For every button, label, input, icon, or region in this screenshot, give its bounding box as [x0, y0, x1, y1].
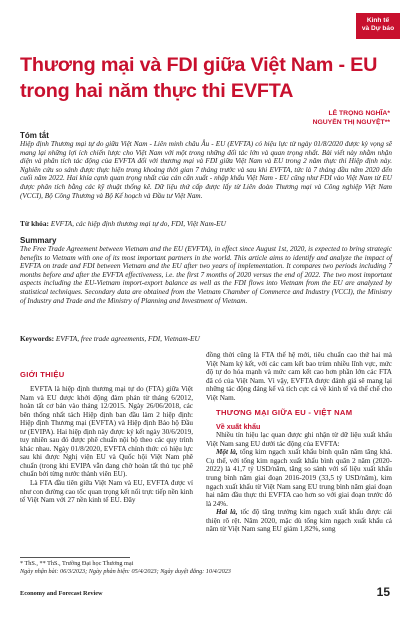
- trade-heading: THƯƠNG MẠI GIỮA EU - VIỆT NAM: [216, 408, 353, 418]
- footnote: [20, 560, 392, 576]
- summary-en: [20, 236, 392, 305]
- footnote-affiliation: * ThS., ** ThS., Trường Đại học Thương mại: [20, 560, 134, 567]
- export-subheading: Về xuất khẩu: [216, 422, 261, 432]
- journal-name-footer: Economy and Forecast Review: [20, 590, 103, 597]
- intro-heading: GIỚI THIỆU: [20, 370, 65, 379]
- badge-line1: Kinh tế: [366, 17, 390, 24]
- export-paragraph-2-lead: Một là,: [216, 448, 238, 457]
- article-title: Thương mại và FDI giữa Việt Nam - EU trong hai năm thực thi EVFTA: [20, 54, 378, 102]
- author-1: LÊ TRỌNG NGHĨA*: [328, 110, 390, 117]
- export-paragraph-2-text: tổng kim ngạch xuất khẩu bình quân năm tăng khá. Cụ thể, với tổng kim ngạch xuất khẩu bình quân 2 năm (2020-2022) là 41,7 tỷ USD/năm, tăng so sánh với số liệu xuất khẩu trung bình năm giai đoạn 2016-2019 (33,5 tỷ USD/năm), kim ngạch xuất khẩu từ Việt Nam sang EU trung bình năm giai đoạn hai năm đầu thực thi EVFTA cao hơn so với giai đoạn trước đó là 24%.: [206, 448, 392, 508]
- author-2: NGUYỄN THỊ NGUYỆT**: [312, 119, 390, 126]
- keywords-en-text: EVFTA, free trade agreements, FDI, Vietnam-EU: [55, 334, 200, 343]
- export-paragraph-3-text: tốc độ tăng trưởng kim ngạch xuất khẩu được cải thiện rõ rệt. Năm 2020, mặc dù tổng kim ngạch xuất khẩu cả năm từ Việt Nam sang EU giảm 1,82%, song: [206, 508, 392, 534]
- export-paragraph-1: Nhiều tín hiệu lạc quan được ghi nhận từ dữ liệu xuất khẩu Việt Nam sang EU dưới tác động của EVFTA:: [206, 431, 392, 448]
- badge-line2: và Dự báo: [361, 25, 395, 32]
- keywords-en-label: Keywords:: [20, 334, 55, 343]
- summary-en-label: Summary: [20, 236, 57, 245]
- export-paragraph-3-lead: Hai là,: [216, 508, 238, 517]
- export-paragraph-3: [206, 508, 392, 534]
- summary-vi-text: Hiệp định Thương mại tự do giữa Việt Nam - Liên minh châu Âu - EU (EVFTA) có hiệu lực từ ngày 01/8/2020 được kỳ vọng sẽ mang lại những lợi ích chiến lược cho Việt Nam với một trong những đối tác lớn và quan trọng nhất. Bài viết này nhằm nhận diện và phân tích tác động của EVFTA đối với thương mại và FDI giữa Việt Nam và EU trong 2 năm thực thi Hiệp định này. Nghiên cứu so sánh được thực hiện trong khoảng thời gian 7 tháng trước và sau khi EVFTA, tức là 7 tháng đầu năm 2020 đến cuối năm 2022. Hai khía cạnh quan trọng nhất của cán cân xuất - nhập khẩu Việt Nam - EU cũng như FDI vào Việt Nam từ EU được phân tích bằng các kỹ thuật thống kê. Dữ liệu thứ cấp được lấy từ Liên đoàn Thương mại và Công nghiệp Việt Nam (VCCI), Bộ Công Thương và Bộ Kế hoạch và Đầu tư Việt Nam.: [20, 140, 392, 200]
- right-paragraph-continued: đồng thời cũng là FTA thế hệ mới, tiêu chuẩn cao thứ hai mà Việt Nam ký kết, với các cam kết bao trùm nhiều lĩnh vực, mức độ tự do hóa mạnh và mức cam kết cao hơn phần lớn các FTA đã có của Việt Nam. Vì vậy, EVFTA được đánh giá sẽ mang lại những tác động đáng kể và tích cực cả về kinh tế và thể chế cho Việt Nam.: [206, 351, 392, 402]
- authors: [313, 109, 390, 127]
- summary-vi: [20, 131, 392, 200]
- left-column: [20, 370, 193, 505]
- intro-paragraph-2: Là FTA đầu tiên giữa Việt Nam và EU, EVFTA được ví như con đường cao tốc quan trọng kết nối trực tiếp nền kinh tế Việt Nam với 27 nền kinh tế EU. Đây: [20, 479, 193, 505]
- keywords-en: [20, 334, 392, 343]
- page-number: 15: [376, 585, 390, 599]
- keywords-vi-label: Từ khóa:: [20, 219, 49, 228]
- footnote-dates: Ngày nhận bài: 06/3/2023; Ngày phản biện: 05/4/2023; Ngày duyệt đăng: 10/4/2023: [20, 568, 231, 575]
- keywords-vi: [20, 219, 392, 228]
- export-paragraph-2: [206, 448, 392, 508]
- intro-paragraph-1: EVFTA là hiệp định thương mại tự do (FTA) giữa Việt Nam và EU được khởi động đàm phán từ tháng 6/2012, hoàn tất cơ bản vào tháng 12/2015. Ngày 26/06/2018, các bên thống nhất tách Hiệp định ban đầu làm 2 hiệp định: Hiệp định Thương mại (EVFTA) và Hiệp định Bảo hộ Đầu tư (EVIPA). Hai hiệp định này được ký kết ngày 30/6/2019, tuy nhiên sau đó được phê chuẩn nội bộ theo các quy trình khác nhau. Ngày 01/8/2020, EVFTA chính thức có hiệu lực sau khi được Nghị viện EU và Quốc hội Việt Nam phê chuẩn (trong khi EVIPA vẫn đang chờ hoàn tất thủ tục phê chuẩn bởi từng nước thành viên EU).: [20, 385, 193, 479]
- summary-vi-label: Tóm tắt: [20, 131, 49, 140]
- summary-en-text: The Free Trade Agreement between Vietnam and the EU (EVFTA), in effect since August 1st, 2020, is expected to bring strategic benefits to Vietnam with one of its most important partners in the world. This article aims to identify and analyze the impact of EVFTA on trade and FDI between Vietnam and the EU after two years of implementation. It compares two periods including 7 months before and after the EVFTA effectiveness, i.e. the first 7 months of 2020 versus the end of 2022. The two most important aspects including the EU-Vietnam import-export balance as well as the FDI flows into Vietnam from the EU are analyzed by statistical techniques. Secondary data are obtained from the Vietnam Chamber of Commerce and Industry (VCCI), the Ministry of Industry and Trade and the Ministry of Planning and Investment of Vietnam.: [20, 245, 392, 305]
- right-column: [206, 351, 392, 534]
- footnote-divider: [20, 557, 130, 558]
- keywords-vi-text: EVFTA, các hiệp định thương mại tự do, FDI, Việt Nam-EU: [50, 219, 226, 228]
- journal-badge: [356, 13, 400, 39]
